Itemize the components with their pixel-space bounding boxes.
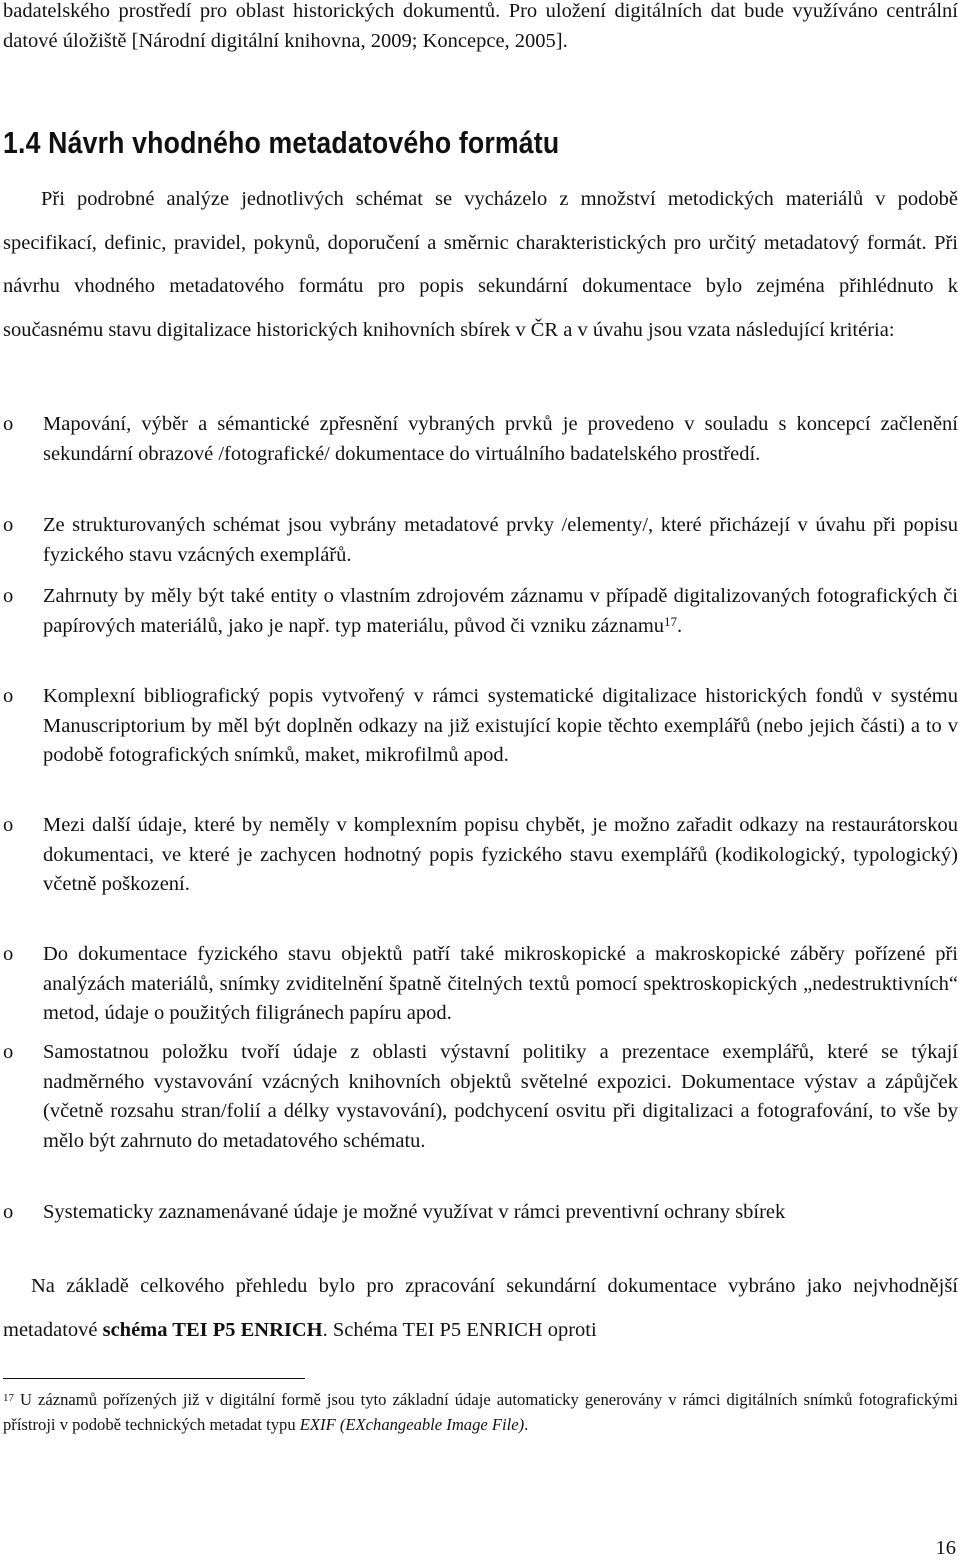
list-item-text-body: Zahrnuty by měly být také entity o vlastním zdrojovém záznamu v případě digitalizovaných fotografických či papírových materiálů, jako je např. typ materiálu, původ či vzniku záznamu (43, 585, 958, 637)
list-item-text: Mezi další údaje, které by neměly v komplexním popisu chybět, je možno zařadit odkazy na restaurátorskou dokumentaci, ve které je zachycen hodnotný popis fyzického stavu exemplářů (kodikologický, typologický) včetně poškození. (43, 814, 958, 895)
footnote-number: 17 (3, 1392, 14, 1404)
summary-paragraph (3, 1265, 958, 1352)
list-item-text: Ze strukturovaných schémat jsou vybrány metadatové prvky /elementy/, které přicházejí v úvahu při popisu fyzického stavu vzácných exemplářů. (43, 514, 958, 566)
bullet-icon: o (3, 585, 14, 607)
summary-bold-term: schéma TEI P5 ENRICH (102, 1318, 323, 1341)
bullet-icon: o (3, 685, 14, 707)
bullet-icon: o (3, 814, 14, 836)
summary-text-after: . Schéma TEI P5 ENRICH oproti (322, 1318, 597, 1341)
bullet-icon: o (3, 413, 14, 435)
bullet-icon: o (3, 943, 14, 965)
footnote-tail: . (524, 1414, 529, 1434)
list-item-text-tail: . (677, 614, 683, 637)
bullet-icon: o (3, 514, 14, 536)
list-item-text: Mapování, výběr a sémantické zpřesnění vybraných prvků je provedeno v souladu s koncepcí začlenění sekundární obrazové /fotografické/ dokumentace do virtuálního badatelského prostředí. (43, 413, 958, 465)
footnote-reference[interactable]: 17 (664, 613, 678, 629)
bullet-icon: o (3, 1041, 14, 1063)
footnote (3, 1388, 958, 1437)
bullet-icon: o (3, 1201, 14, 1223)
summary-text-before: Na základě celkového přehledu bylo pro zpracování sekundární dokumentace vybráno jako nejvhodnější metadatové (3, 1275, 958, 1341)
intro-paragraph: badatelského prostředí pro oblast historických dokumentů. Pro uložení digitálních dat bude využíváno centrální datové úložiště [Národní digitální knihovna, 2009; Koncepce, 2005]. (3, 0, 958, 52)
list-item-text (43, 582, 958, 641)
list-item-text: Komplexní bibliografický popis vytvořený v rámci systematické digitalizace historických fondů v systému Manuscriptorium by měl být doplněn odkazy na již existující kopie těchto exemplářů (nebo jejich části) a to v podobě fotografických snímků, maket, mikrofilmů apod. (43, 685, 958, 766)
footnote-text: U záznamů pořízených již v digitální formě jsou tyto základní údaje automaticky generovány v rámci digitálních snímků fotografickými přístroji v podobě technických metadat typu (3, 1390, 958, 1434)
page-number: 16 (935, 1537, 956, 1559)
body-paragraph (3, 178, 958, 353)
list-item-text: Samostatnou položku tvoří údaje z oblasti výstavní politiky a prezentace exemplářů, které se týkají nadměrného vystavování vzácných knihovních objektů světelné expozici. Dokumentace výstav a zápůjček (včetně rozsahu stran/folií a délky vystavování), podchycení osvitu při digitalizaci a fotografování, to vše by mělo být zahrnuto do metadatového schématu. (43, 1041, 958, 1152)
footnote-italic: EXIF (EXchangeable Image File) (299, 1414, 525, 1434)
list-item-text: Systematicky zaznamenávané údaje je možné využívat v rámci preventivní ochrany sbírek (43, 1201, 786, 1223)
section-heading: 1.4 Návrh vhodného metadatového formátu (3, 125, 560, 160)
footnote-divider (3, 1378, 305, 1379)
body-paragraph-text: Při podrobné analýze jednotlivých schémat se vycházelo z množství metodických materiálů v podobě specifikací, definic, pravidel, pokynů, doporučení a směrnic charakteristických pro určitý metadatový formát. Při návrhu vhodného metadatového formátu pro popis sekundární dokumentace bylo zejména přihlédnuto k současnému stavu digitalizace historických knihovních sbírek v ČR a v úvahu jsou vzata následující kritéria: (3, 188, 958, 342)
list-item-text: Do dokumentace fyzického stavu objektů patří také mikroskopické a makroskopické záběry pořízené při analýzách materiálů, snímky zviditelnění špatně čitelných textů pomocí spektroskopických „nedestruktivních“ metod, údaje o použitých filigránech papíru apod. (43, 943, 958, 1024)
